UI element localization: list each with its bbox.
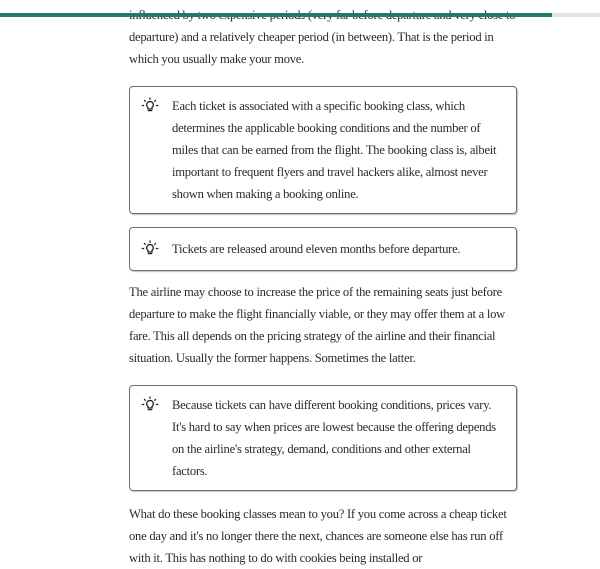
tip-callout — [129, 385, 517, 491]
article-paragraph: The airline may choose to increase the price of the remaining seats just before departure to make the flight financially viable, or they may offer them at a low fare. This all depends on the pricing strategy of the airline and their financial situation. Usually the former happens. Sometimes the latter. — [129, 285, 505, 365]
reading-progress-bar — [0, 13, 600, 17]
article-body — [129, 4, 517, 569]
callout-text: Each ticket is associated with a specific booking class, which determines the applicable booking conditions and the number of miles that can be earned from the flight. The booking class is, albeit important to frequent flyers and travel hackers alike, almost never shown when making a booking online. — [172, 99, 497, 201]
tip-callout — [129, 227, 517, 271]
reading-progress-fill — [0, 13, 552, 17]
article-paragraph: departure) and a relatively cheaper period (in between). That is the period in which you usually make your move. — [129, 30, 494, 66]
callout-text: Tickets are released around eleven months before departure. — [172, 242, 461, 256]
lightbulb-icon — [140, 394, 160, 416]
lightbulb-icon — [140, 95, 160, 117]
article-paragraph: What do these booking classes mean to you? If you come across a cheap ticket one day and it's no longer there the next, chances are someone else has run off with it. This has nothing to do with cookies being installed or — [129, 507, 507, 565]
lightbulb-icon — [140, 238, 160, 260]
callout-text: Because tickets can have different booking conditions, prices vary. It's hard to say when prices are lowest because the offering depends on the airline's strategy, demand, conditions and other external factors. — [172, 398, 496, 478]
tip-callout — [129, 86, 517, 214]
